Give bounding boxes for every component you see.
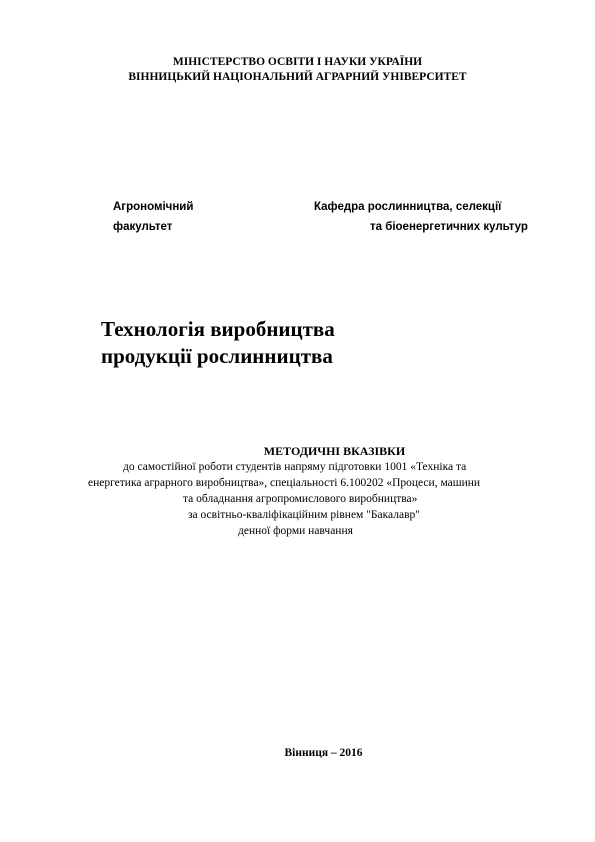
guidelines-line-2: енергетика аграрного виробництва», спеціальності 6.100202 «Процеси, машини xyxy=(88,477,481,489)
guidelines-line-3: та обладнання агропромислового виробництва» xyxy=(183,493,418,505)
faculty-line-1: Агрономічний xyxy=(113,201,194,213)
guidelines-line-1: до самостійної роботи студентів напряму підготовки 1001 «Техніка та xyxy=(123,461,467,473)
city-year: Вінниця – 2016 xyxy=(284,747,363,759)
university-name: ВІННИЦЬКИЙ НАЦІОНАЛЬНИЙ АГРАРНИЙ УНІВЕРСИТЕТ xyxy=(128,71,467,83)
guidelines-line-5: денної форми навчання xyxy=(238,525,353,537)
department-line-1: Кафедра рослинництва, селекції xyxy=(314,201,502,213)
faculty-line-2: факультет xyxy=(113,221,173,233)
ministry-name: МІНІСТЕРСТВО ОСВІТИ І НАУКИ УКРАЇНИ xyxy=(172,56,423,68)
title-line-1: Технологія виробництва xyxy=(101,317,335,341)
faculty-block xyxy=(113,197,193,237)
institution-header xyxy=(0,55,595,85)
department-line-2: та біоенергетичних культур xyxy=(370,221,528,233)
document-title xyxy=(101,316,335,370)
guidelines-line-4: за освітньо-кваліфікаційним рівнем "Бакалавр" xyxy=(188,509,420,521)
title-line-2: продукції рослинництва xyxy=(101,344,333,368)
guidelines-heading: МЕТОДИЧНІ ВКАЗІВКИ xyxy=(263,444,406,458)
